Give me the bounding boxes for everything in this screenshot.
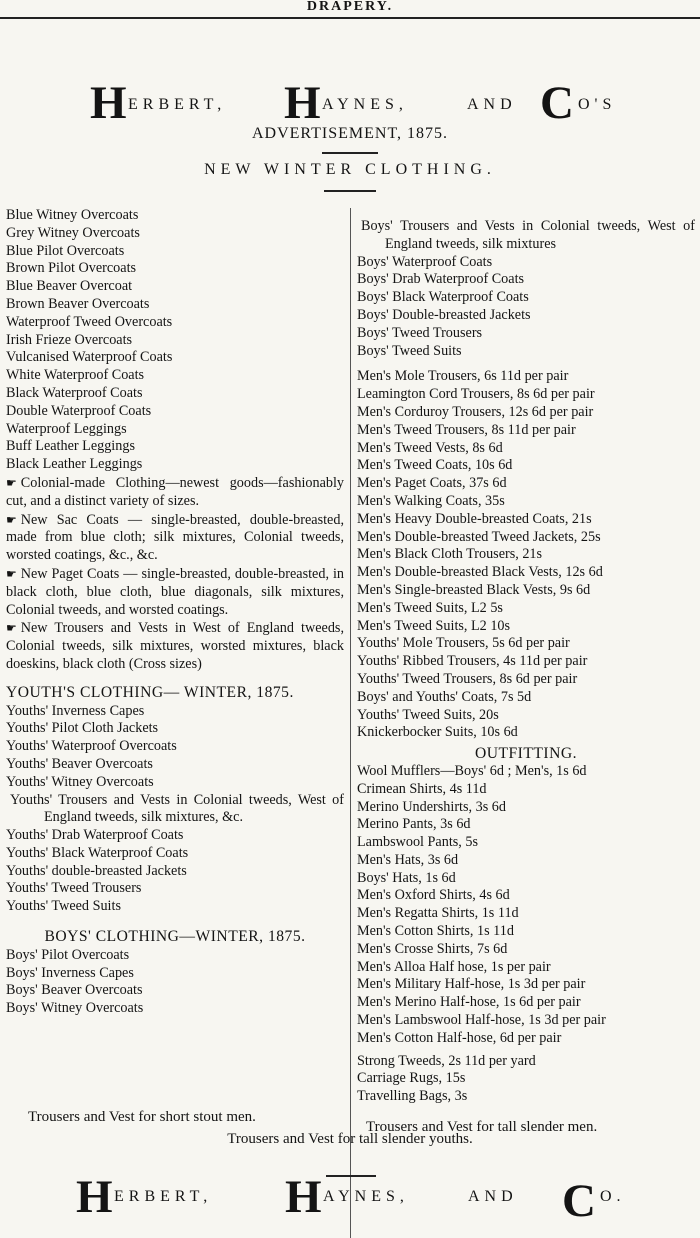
- firm-initial-h1: H: [90, 77, 127, 129]
- list-item: Youths' Tweed Suits: [6, 898, 121, 915]
- list-item: Men's Black Cloth Trousers, 21s: [357, 546, 543, 563]
- list-item: Youths' Ribbed Trousers, 4s 11d per pair: [357, 653, 588, 670]
- right-column: [357, 218, 695, 1106]
- list-item: Men's Cotton Half-hose, 6d per pair: [357, 1029, 562, 1046]
- list-item: Men's Crosse Shirts, 7s 6d: [357, 940, 508, 957]
- firm-word-cos: O'S: [578, 96, 617, 113]
- firm-initial-h1: H: [76, 1171, 113, 1223]
- firm-word-and: AND: [468, 1188, 518, 1205]
- list-item: Youths' Waterproof Overcoats: [6, 738, 177, 755]
- list-item: Black Waterproof Coats: [6, 384, 143, 401]
- list-item: Men's Paget Coats, 37s 6d: [357, 475, 507, 492]
- list-item: Youths' Black Waterproof Coats: [6, 844, 189, 861]
- list-item: Men's Hats, 3s 6d: [357, 851, 459, 868]
- list-item: Men's Lambswool Half-hose, 1s 3d per pair: [357, 1012, 606, 1029]
- list-item: Brown Pilot Overcoats: [6, 260, 137, 277]
- list-item: Men's Tweed Suits, L2 5s: [357, 599, 503, 616]
- spacer: [357, 360, 695, 368]
- footer-tall-slender-men: Trousers and Vest for tall slender men.: [366, 1119, 598, 1135]
- column-divider: [350, 208, 351, 1238]
- list-item: Knickerbocker Suits, 10s 6d: [357, 724, 518, 741]
- list-item: Boys' Hats, 1s 6d: [357, 869, 456, 886]
- list-item: Crimean Shirts, 4s 11d: [357, 780, 487, 797]
- paragraph-sac-coats: [6, 512, 344, 565]
- list-item: Men's Double-breasted Black Vests, 12s 6d: [357, 564, 603, 581]
- mens-priced-list: [357, 368, 695, 742]
- list-item: Double Waterproof Coats: [6, 402, 152, 419]
- list-item: White Waterproof Coats: [6, 367, 145, 384]
- pointing-hand-icon: ☛: [6, 566, 17, 581]
- list-item: Youths' Tweed Trousers, 8s 6d per pair: [357, 670, 578, 687]
- list-item: Travelling Bags, 3s: [357, 1088, 468, 1105]
- pointing-hand-icon: ☛: [6, 621, 17, 636]
- paragraph-text: New Trousers and Vests in West of England tweeds, Colonial tweeds, silk mixtures, worsted mixtures, black doeskins, black cloth (Cross sizes): [6, 620, 344, 672]
- list-item: Youths' Beaver Overcoats: [6, 755, 153, 772]
- list-item: Youths' Drab Waterproof Coats: [6, 827, 184, 844]
- list-item: Youths' Tweed Suits, 20s: [357, 706, 499, 723]
- list-item: Men's Regatta Shirts, 1s 11d: [357, 905, 519, 922]
- outfitting-list: [357, 763, 695, 1048]
- list-item: Youths' Inverness Capes: [6, 702, 145, 719]
- list-item: Youths' Mole Trousers, 5s 6d per pair: [357, 635, 570, 652]
- list-item: Boys' Pilot Overcoats: [6, 946, 130, 963]
- list-item: Merino Undershirts, 3s 6d: [357, 798, 506, 815]
- list-item: Blue Witney Overcoats: [6, 207, 139, 223]
- list-item: Boys' Tweed Suits: [357, 342, 462, 359]
- firm-initial-h2: H: [284, 77, 321, 129]
- left-column: [6, 207, 344, 1018]
- firm-name-bottom: [0, 1168, 700, 1227]
- paragraph-text: New Paget Coats — single-breasted, double-breasted, in black cloth, blue cloth, blue diagonals, silk mixtures, Colonial tweeds, and worsted coatings.: [6, 565, 344, 618]
- list-item: Men's Merino Half-hose, 1s 6d per pair: [357, 994, 581, 1011]
- list-item: Men's Walking Coats, 35s: [357, 492, 505, 509]
- list-item: Carriage Rugs, 15s: [357, 1070, 466, 1087]
- firm-word-haynes: AYNES,: [322, 96, 408, 113]
- list-item: Men's Alloa Half hose, 1s per pair: [357, 958, 551, 975]
- youths-clothing-heading: YOUTH'S CLOTHING— WINTER, 1875.: [6, 683, 294, 701]
- list-item: Youths' Pilot Cloth Jackets: [6, 720, 159, 737]
- list-item: Men's Double-breasted Tweed Jackets, 25s: [357, 528, 601, 545]
- list-item: Waterproof Leggings: [6, 420, 127, 437]
- firm-word-haynes: AYNES,: [323, 1188, 409, 1205]
- list-item: Men's Tweed Vests, 8s 6d: [357, 439, 503, 456]
- list-item: Leamington Cord Trousers, 8s 6d per pair: [357, 386, 595, 403]
- list-item: Youths' double-breasted Jackets: [6, 862, 187, 879]
- list-item: Men's Tweed Trousers, 8s 11d per pair: [357, 421, 576, 438]
- list-item: Wool Mufflers—Boys' 6d ; Men's, 1s 6d: [357, 762, 587, 779]
- list-item: Waterproof Tweed Overcoats: [6, 313, 173, 330]
- paragraph-trousers-vests: [6, 620, 344, 673]
- list-item: Buff Leather Leggings: [6, 438, 135, 455]
- list-item: Men's Tweed Suits, L2 10s: [357, 617, 511, 634]
- mens-overcoats-list: [6, 207, 344, 474]
- list-item: Men's Tweed Coats, 10s 6d: [357, 457, 513, 474]
- boys-list-right: [357, 254, 695, 361]
- firm-word-herbert: ERBERT,: [128, 96, 227, 113]
- firm-word-herbert: ERBERT,: [114, 1188, 213, 1205]
- firm-word-and: AND: [467, 96, 517, 113]
- outfitting-heading: OUTFITTING.: [474, 745, 578, 763]
- list-item: Boys' Drab Waterproof Coats: [357, 271, 525, 288]
- boys-clothing-heading: BOYS' CLOTHING—WINTER, 1875.: [44, 928, 306, 946]
- list-item: Men's Oxford Shirts, 4s 6d: [357, 887, 510, 904]
- firm-initial-h2: H: [285, 1171, 322, 1223]
- youths-list-1: [6, 703, 344, 792]
- misc-list: [357, 1053, 695, 1106]
- title-rule-lower: [324, 190, 376, 192]
- list-item: Boys' Double-breasted Jackets: [357, 306, 531, 323]
- list-item: Boys' Inverness Capes: [6, 964, 134, 981]
- paragraph-paget-coats: [6, 566, 344, 619]
- list-item: Youths' Tweed Trousers: [6, 880, 142, 897]
- youths-list-2: [6, 827, 344, 916]
- list-item: Grey Witney Overcoats: [6, 224, 140, 241]
- list-item: Men's Single-breasted Black Vests, 9s 6d: [357, 581, 591, 598]
- list-item: Boys' Tweed Trousers: [357, 324, 483, 341]
- list-item: Boys' Waterproof Coats: [357, 253, 493, 270]
- paragraph-colonial: [6, 475, 344, 511]
- list-item: Vulcanised Waterproof Coats: [6, 349, 173, 366]
- list-item: Black Leather Leggings: [6, 456, 143, 473]
- list-item: Strong Tweeds, 2s 11d per yard: [357, 1052, 536, 1069]
- boys-list-left: [6, 947, 344, 1018]
- list-item: Men's Mole Trousers, 6s 11d per pair: [357, 368, 569, 385]
- list-item: Boys' Witney Overcoats: [6, 1000, 144, 1017]
- list-item: Blue Pilot Overcoats: [6, 242, 125, 259]
- firm-word-co: O.: [600, 1188, 626, 1205]
- subtitle: NEW WINTER CLOTHING.: [204, 161, 496, 178]
- list-item: Irish Frieze Overcoats: [6, 331, 133, 348]
- list-item: Lambswool Pants, 5s: [357, 834, 478, 851]
- list-item: Men's Cotton Shirts, 1s 11d: [357, 923, 514, 940]
- list-item: Boys' Beaver Overcoats: [6, 982, 143, 999]
- firm-initial-c: C: [562, 1175, 596, 1227]
- firm-initial-c: C: [540, 77, 574, 129]
- list-item: Boys' Black Waterproof Coats: [357, 289, 529, 306]
- list-item: Blue Beaver Overcoat: [6, 278, 133, 295]
- youths-trousers-vests: Youths' Trousers and Vests in Colonial tweeds, West of England tweeds, silk mixtures, &c.: [10, 791, 344, 826]
- list-item: Men's Corduroy Trousers, 12s 6d per pair: [357, 403, 594, 420]
- section-header: DRAPERY.: [306, 0, 394, 14]
- advertisement-line: ADVERTISEMENT, 1875.: [251, 125, 449, 142]
- pointing-hand-icon: ☛: [6, 512, 17, 527]
- pointing-hand-icon: ☛: [6, 475, 17, 490]
- boys-trousers-vests: Boys' Trousers and Vests in Colonial tweeds, West of England tweeds, silk mixtures: [361, 218, 695, 252]
- list-item: Merino Pants, 3s 6d: [357, 816, 471, 833]
- footer-short-stout: Trousers and Vest for short stout men.: [28, 1109, 256, 1125]
- list-item: Brown Beaver Overcoats: [6, 295, 150, 312]
- list-item: Youths' Witney Overcoats: [6, 773, 154, 790]
- title-rule-upper: [322, 152, 378, 154]
- footer-tall-slender-youths: Trousers and Vest for tall slender youths.: [227, 1131, 473, 1147]
- list-item: Men's Heavy Double-breasted Coats, 21s: [357, 510, 592, 527]
- list-item: Boys' and Youths' Coats, 7s 5d: [357, 688, 532, 705]
- list-item: Men's Military Half-hose, 1s 3d per pair: [357, 976, 586, 993]
- header-rule: [0, 17, 700, 19]
- paragraph-text: New Sac Coats — single-breasted, double-breasted, made from blue cloth; silk mixtures, Colonial tweeds, worsted coatings, &c., &c.: [6, 511, 344, 564]
- paragraph-text: Colonial-made Clothing—newest goods—fashionably cut, and a distinct variety of sizes.: [6, 474, 344, 509]
